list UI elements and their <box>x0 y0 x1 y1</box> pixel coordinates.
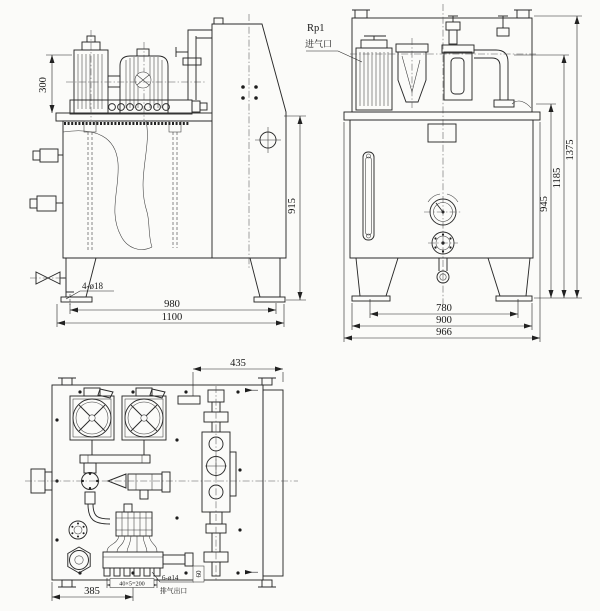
lifting-lug-left <box>355 10 367 18</box>
air-filter <box>356 36 392 110</box>
inlet-pipe-elbow <box>474 16 531 108</box>
dim-780-label: 780 <box>436 303 452 314</box>
dimensions-side <box>344 16 582 342</box>
dim-spacing-label: 40×5=200 <box>119 580 145 588</box>
front-right-foot <box>254 297 285 302</box>
dim-1100-label: 1100 <box>161 312 183 323</box>
label-6-d14: 6-ø14 <box>162 574 179 582</box>
riser-pipe <box>176 30 212 100</box>
bolt-holes <box>55 390 241 574</box>
ball-valve <box>128 474 162 490</box>
label-inlet-cjk: 进气口 <box>305 40 333 50</box>
right-valve-column <box>178 386 236 580</box>
level-gauge <box>363 152 374 240</box>
fan-motor-2 <box>122 388 166 440</box>
side-right-leg <box>488 258 530 296</box>
dim-945-label: 945 <box>539 196 550 212</box>
fan-motor-1 <box>70 388 114 440</box>
dim-435-label: 435 <box>230 358 246 369</box>
distributor-manifold <box>68 504 193 576</box>
corner-lugs <box>58 378 276 587</box>
bowl-filter <box>396 38 428 108</box>
label-rp1: Rp1 <box>307 23 325 34</box>
left-fittings <box>30 149 74 292</box>
dimensions-top <box>52 358 283 601</box>
dim-966-label: 966 <box>436 327 452 338</box>
dim-300-label: 300 <box>38 77 49 93</box>
dim-900-label: 900 <box>436 315 452 326</box>
coupling <box>108 76 120 87</box>
pump-unit <box>74 30 108 120</box>
regulator-valve <box>446 16 460 44</box>
control-panel <box>212 14 286 268</box>
top-view <box>25 358 298 601</box>
side-left-leg <box>356 258 398 296</box>
tank-baffle-curve <box>63 131 152 250</box>
label-4-d18: 4-ø18 <box>82 281 103 291</box>
outlet-rail <box>103 552 163 568</box>
pump-manifold <box>70 100 207 114</box>
tank-baffle-curve-2 <box>143 121 152 247</box>
drain-elbow <box>60 278 74 292</box>
dim-980-label: 980 <box>164 299 180 310</box>
label-outlet-cjk: 排气出口 <box>160 587 188 595</box>
inlet-label <box>305 23 362 62</box>
filler-breather <box>428 232 458 254</box>
lubricator <box>442 45 474 100</box>
dim-60-label: 60 <box>195 570 203 578</box>
pump-motor-assembly <box>66 30 212 120</box>
dim-1185-label: 1185 <box>552 167 563 189</box>
cable-squiggle <box>512 101 531 108</box>
lifting-lug-right <box>517 10 529 18</box>
dim-1375-label: 1375 <box>565 139 576 161</box>
base-plate <box>25 378 298 587</box>
front-left-foot <box>61 297 92 302</box>
extension-panel <box>263 390 283 576</box>
side-view <box>305 4 582 342</box>
pump-valve-cluster <box>82 463 171 524</box>
dim-915-label: 915 <box>287 198 298 214</box>
fan-bracket <box>80 440 150 463</box>
front-view <box>30 14 306 327</box>
tank-side <box>344 112 540 301</box>
nameplate <box>428 124 456 142</box>
front-right-leg <box>250 258 280 297</box>
relief-valve <box>497 28 509 36</box>
dim-385-label: 385 <box>84 586 100 597</box>
